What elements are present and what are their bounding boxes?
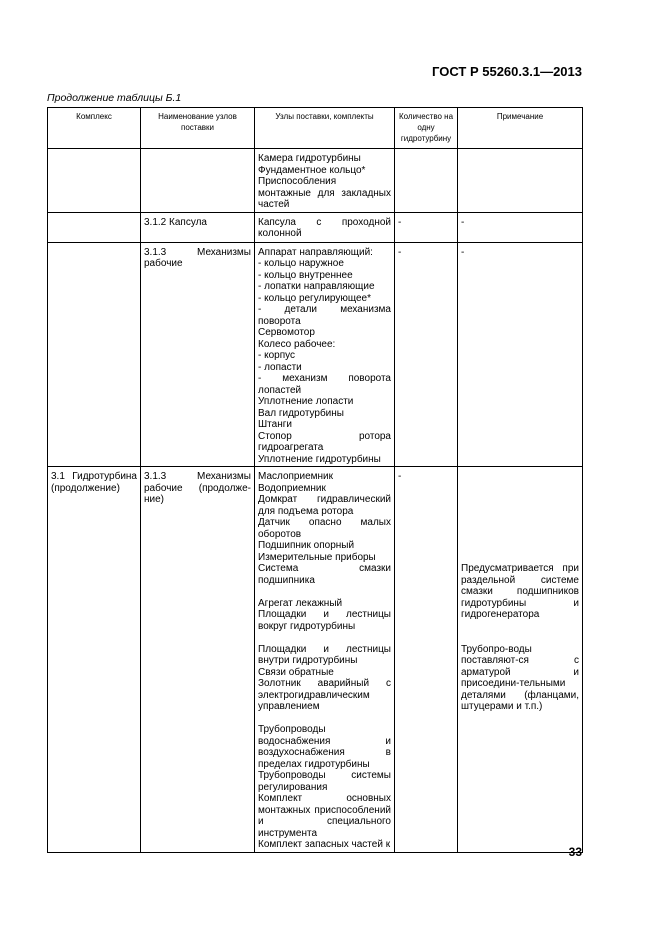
cell-complex xyxy=(48,242,141,467)
cell-complex xyxy=(48,467,141,853)
item-line: Маслоприемник xyxy=(258,471,333,482)
column-header-complex: Комплекс xyxy=(48,108,141,149)
item-line: Комплект основных монтажных приспособлений и специального инструмента xyxy=(258,793,391,839)
item-line: Подшипник опорный xyxy=(258,540,355,551)
item-line: Трубопроводы водоснабжения и воздухоснабжения в пределах гидротурбины xyxy=(258,724,391,770)
cell-unit xyxy=(141,467,255,853)
item-line: Золотник аварийный с электрогидравлическим управлением xyxy=(258,678,391,712)
item-line: - лопасти xyxy=(258,361,302,373)
item-line: Стопор ротора гидроагрегата xyxy=(258,430,391,453)
item-line: Приспособления монтажные для закладных частей xyxy=(258,176,391,210)
unit-label: 3.1.3 Механизмы рабочие (продолже-ние) xyxy=(144,471,251,505)
table-row xyxy=(48,212,583,242)
spacer xyxy=(258,586,391,598)
item-line: - кольцо наружное xyxy=(258,258,344,269)
item-line: Комплект запасных частей к xyxy=(258,839,391,850)
cell-complex xyxy=(48,149,141,213)
cell-complex xyxy=(48,212,141,242)
cell-quantity: - xyxy=(395,242,458,467)
cell-note xyxy=(458,149,583,213)
item-line: Площадки и лестницы вокруг гидротурбины xyxy=(258,609,391,632)
complex-label: 3.1 Гидротурбина (продолжение) xyxy=(51,471,137,494)
unit-label: 3.1.3 Механизмы рабочие xyxy=(144,246,251,269)
table-row xyxy=(48,467,583,853)
item-line: Датчик опасно малых оборотов xyxy=(258,517,391,540)
document-id: ГОСТ Р 55260.3.1—2013 xyxy=(432,64,582,79)
note-text: Предусматривается при раздельной системе смазки подшипников гидротурбины и гидрогенератора xyxy=(461,563,579,620)
item-line: Фундаментное кольцо* xyxy=(258,164,366,176)
item-line: Штанги xyxy=(258,419,292,430)
item-line: Уплотнение гидротурбины xyxy=(258,453,381,465)
item-line: Агрегат лекажный xyxy=(258,597,343,609)
item-line: - кольцо внутреннее xyxy=(258,269,353,281)
table-header-row xyxy=(48,108,583,149)
table-caption: Продолжение таблицы Б.1 xyxy=(47,92,182,104)
column-header-quantity: Количество на одну гидротурбину xyxy=(395,108,458,149)
item-line: - корпус xyxy=(258,350,296,361)
cell-quantity: - xyxy=(395,212,458,242)
note-text: Трубопро-воды поставляют-ся с арматурой и присоедини-тельными деталями (фланцами, штуцерами и т.п.) xyxy=(461,643,579,712)
table-row xyxy=(48,149,583,213)
item-line: Вал гидротурбины xyxy=(258,407,344,419)
cell-items xyxy=(255,467,395,853)
item-line: - кольцо регулирующее* xyxy=(258,292,371,304)
item-line: Капсула с проходной колонной xyxy=(258,216,391,239)
item-line: Система смазки подшипника xyxy=(258,563,391,586)
item-line: Уплотнение лопасти xyxy=(258,396,354,407)
cell-note: - xyxy=(458,242,583,467)
cell-note: - xyxy=(458,212,583,242)
page-number: 33 xyxy=(568,845,582,859)
item-line: - детали механизма поворота xyxy=(258,304,391,327)
column-header-unit: Наименование узлов поставки xyxy=(141,108,255,149)
cell-quantity: - xyxy=(395,467,458,853)
cell-unit xyxy=(141,149,255,213)
item-line: Домкрат гидравлический для подъема ротора xyxy=(258,494,391,517)
cell-unit xyxy=(141,242,255,467)
cell-items xyxy=(255,149,395,213)
item-line: - механизм поворота лопастей xyxy=(258,373,391,396)
cell-unit: 3.1.2 Капсула xyxy=(141,212,255,242)
cell-note xyxy=(458,467,583,853)
item-line: Сервомотор xyxy=(258,327,315,338)
spacer xyxy=(258,713,391,725)
item-line: Площадки и лестницы внутри гидротурбины xyxy=(258,643,391,666)
item-line: Трубопроводы системы регулирования xyxy=(258,770,391,793)
cell-quantity xyxy=(395,149,458,213)
column-header-note: Примечание xyxy=(458,108,583,149)
item-line: Связи обратные xyxy=(258,666,334,678)
column-header-items: Узлы поставки, комплекты xyxy=(255,108,395,149)
item-line: - лопатки направляющие xyxy=(258,281,375,292)
item-line: Водоприемник xyxy=(258,482,326,494)
supply-table xyxy=(47,107,583,853)
item-line: Аппарат направляющий: xyxy=(258,246,373,258)
table-row xyxy=(48,242,583,467)
cell-items xyxy=(255,242,395,467)
item-line: Измерительные приборы xyxy=(258,551,376,563)
cell-items xyxy=(255,212,395,242)
item-line: Колесо рабочее: xyxy=(258,338,336,350)
spacer xyxy=(258,632,391,644)
item-line: Камера гидротурбины xyxy=(258,153,361,164)
